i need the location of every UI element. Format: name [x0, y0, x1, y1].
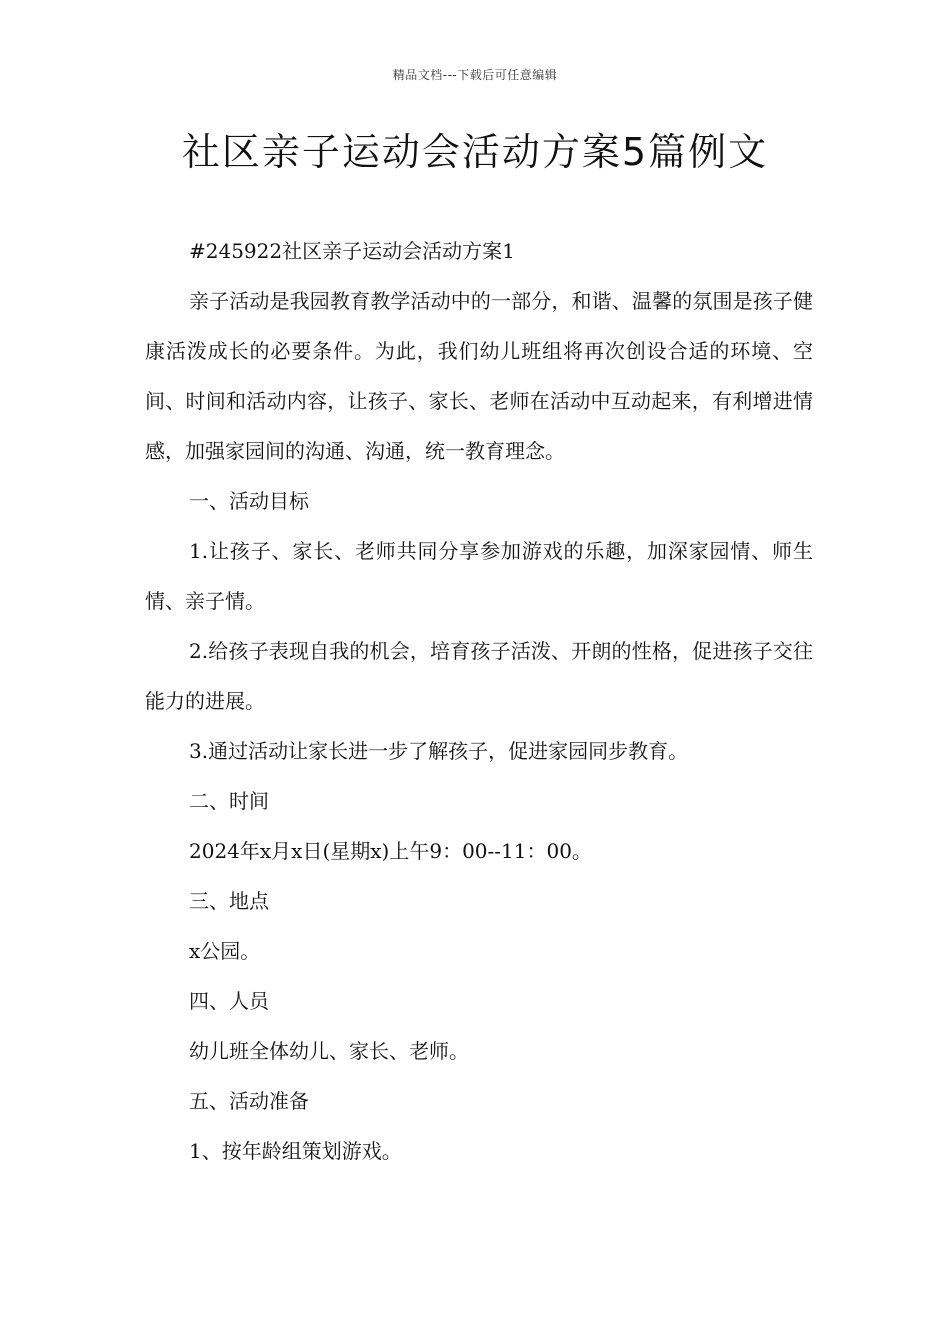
intro-paragraph: 亲子活动是我园教育教学活动中的一部分，和谐、温馨的氛围是孩子健康活泼成长的必要条件。为此，我们幼儿班组将再次创设合适的环境、空间、时间和活动内容，让孩子、家长、老师在活动中互动起来，有利增进情感，加强家园间的沟通、沟通，统一教育理念。 — [145, 289, 813, 463]
goal-item-3: 3.通过活动让家长进一步了解孩子，促进家园同步教育。 — [189, 739, 689, 763]
header-note: 精品文档---下载后可任意编辑 — [392, 68, 558, 82]
time-value: 2024年x月x日(星期x)上午9：00--11：00。 — [189, 839, 592, 863]
participants-value: 幼儿班全体幼儿、家长、老师。 — [189, 1039, 469, 1063]
section-heading-plan-1: #245922社区亲子运动会活动方案1 — [189, 239, 515, 263]
heading-time: 二、时间 — [189, 789, 269, 813]
goal-item-1: 1.让孩子、家长、老师共同分享参加游戏的乐趣，加深家园情、师生情、亲子情。 — [145, 539, 813, 613]
document-title: 社区亲子运动会活动方案5篇例文 — [181, 130, 769, 174]
location-value: x公园。 — [189, 939, 261, 963]
goal-item-2: 2.给孩子表现自我的机会，培育孩子活泼、开朗的性格，促进孩子交往能力的进展。 — [145, 639, 813, 713]
document-body — [145, 226, 813, 1176]
preparation-item-1: 1、按年龄组策划游戏。 — [189, 1139, 402, 1163]
heading-participants: 四、人员 — [189, 989, 269, 1013]
heading-preparation: 五、活动准备 — [189, 1089, 309, 1113]
heading-goals: 一、活动目标 — [189, 489, 309, 513]
heading-location: 三、地点 — [189, 889, 269, 913]
